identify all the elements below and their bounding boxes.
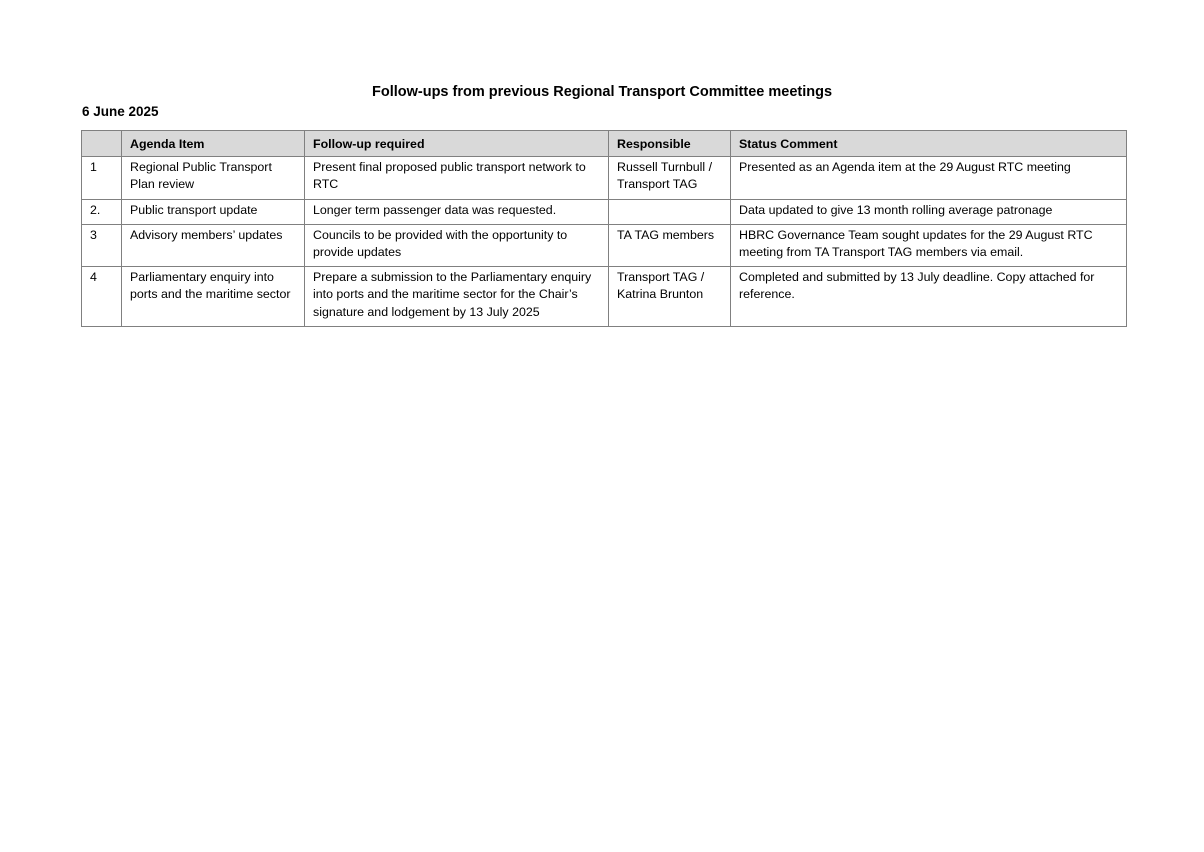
agenda-item-cell: Parliamentary enquiry into ports and the maritime sector	[122, 267, 305, 327]
responsible-cell	[609, 199, 731, 224]
status-cell: HBRC Governance Team sought updates for the 29 August RTC meeting from TA Transport TAG members via email.	[731, 224, 1127, 266]
header-status: Status Comment	[731, 131, 1127, 157]
follow-up-cell: Longer term passenger data was requested.	[305, 199, 609, 224]
table-row	[82, 267, 1127, 327]
responsible-cell: Russell Turnbull / Transport TAG	[609, 157, 731, 199]
responsible-cell: TA TAG members	[609, 224, 731, 266]
status-cell: Completed and submitted by 13 July deadline. Copy attached for reference.	[731, 267, 1127, 327]
table-row	[82, 224, 1127, 266]
document-title: Follow-ups from previous Regional Transport Committee meetings	[371, 84, 833, 100]
table-header-row	[82, 131, 1127, 157]
status-cell: Data updated to give 13 month rolling average patronage	[731, 199, 1127, 224]
follow-up-cell: Prepare a submission to the Parliamentary enquiry into ports and the maritime sector for the Chair’s signature and lodgement by 13 July 2025	[305, 267, 609, 327]
status-cell: Presented as an Agenda item at the 29 August RTC meeting	[731, 157, 1127, 199]
agenda-item-cell: Regional Public Transport Plan review	[122, 157, 305, 199]
header-number	[82, 131, 122, 157]
table-row	[82, 199, 1127, 224]
follow-up-cell: Councils to be provided with the opportunity to provide updates	[305, 224, 609, 266]
row-number: 1	[82, 157, 122, 199]
agenda-item-cell: Public transport update	[122, 199, 305, 224]
row-number: 2.	[82, 199, 122, 224]
follow-ups-table	[81, 130, 1127, 327]
table-row	[82, 157, 1127, 199]
header-agenda-item: Agenda Item	[122, 131, 305, 157]
agenda-item-cell: Advisory members’ updates	[122, 224, 305, 266]
responsible-cell: Transport TAG / Katrina Brunton	[609, 267, 731, 327]
document-date: 6 June 2025	[82, 104, 159, 119]
header-responsible: Responsible	[609, 131, 731, 157]
row-number: 4	[82, 267, 122, 327]
follow-up-cell: Present final proposed public transport network to RTC	[305, 157, 609, 199]
row-number: 3	[82, 224, 122, 266]
header-follow-up: Follow-up required	[305, 131, 609, 157]
